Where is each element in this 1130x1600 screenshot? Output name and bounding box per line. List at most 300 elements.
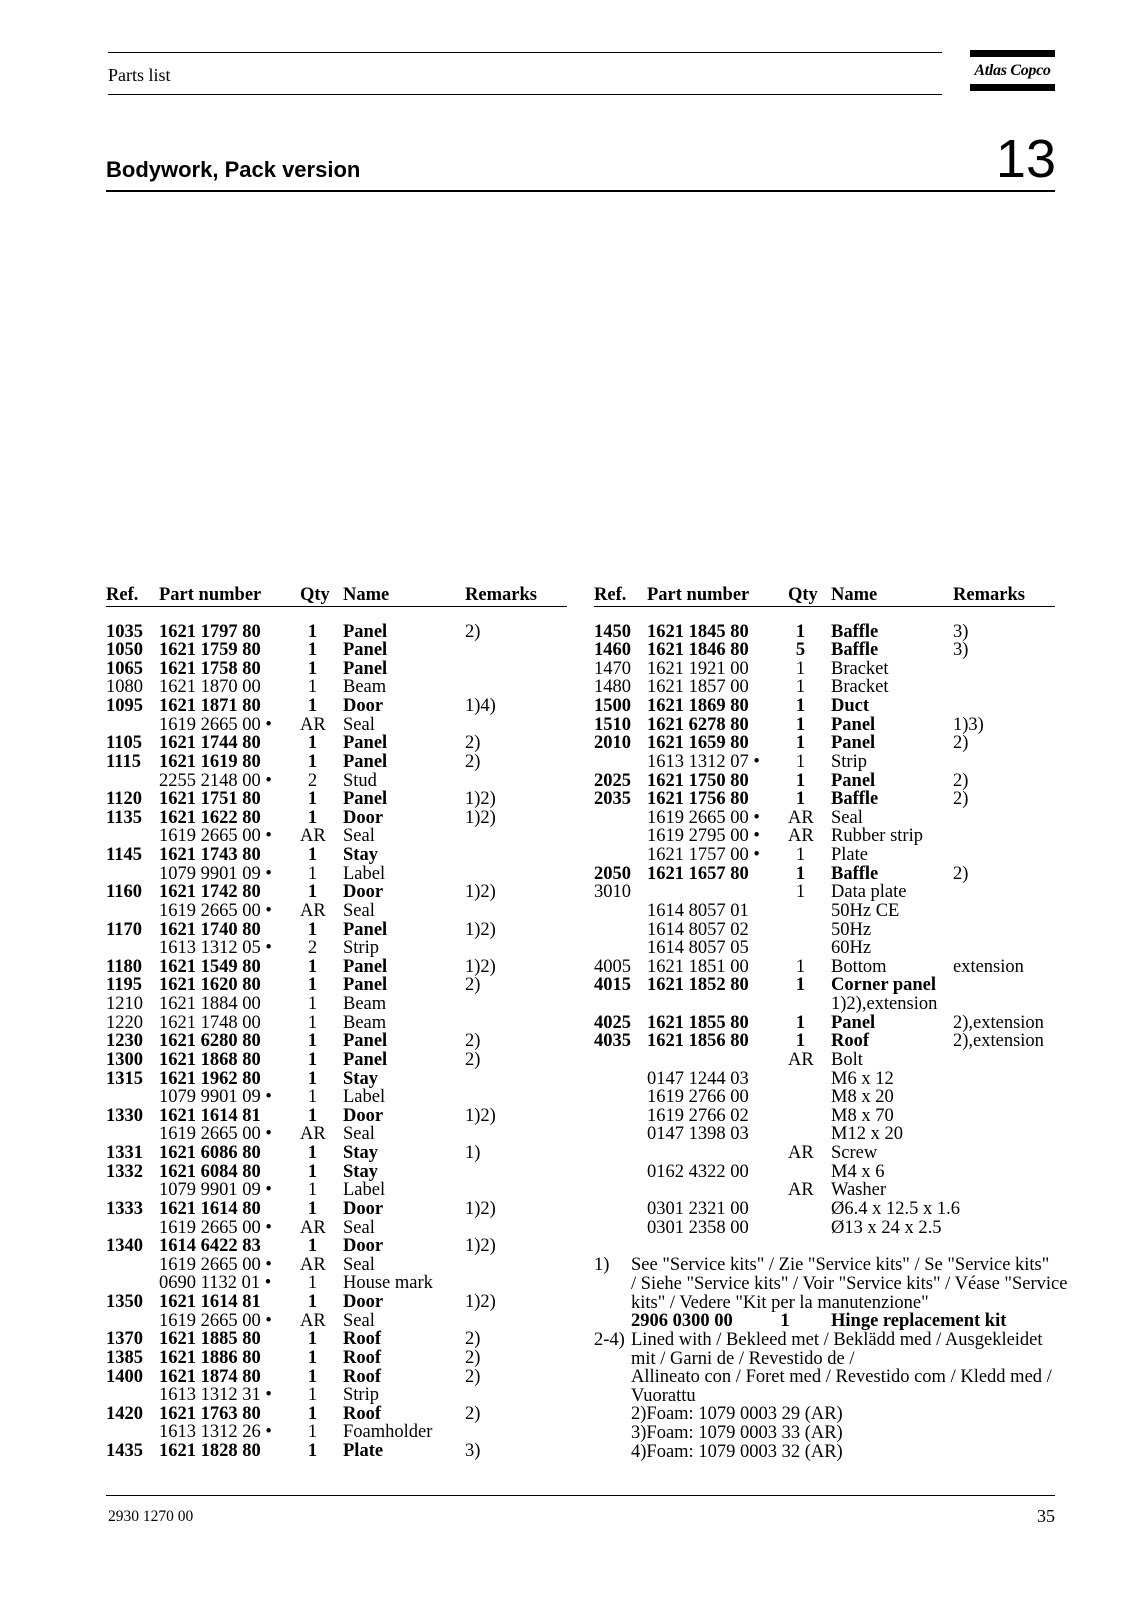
part-number-cell: 1621 1856 80: [647, 1031, 749, 1052]
remarks-cell: 2): [465, 1329, 481, 1350]
remarks-cell: 2): [465, 975, 481, 996]
qty-cell: 1: [307, 1180, 318, 1201]
table-row: [594, 1070, 1055, 1089]
remarks-cell: 1)2): [465, 1198, 496, 1219]
part-number-cell: 1621 1756 80: [647, 789, 749, 810]
table-row: [594, 623, 1055, 642]
header-part-number: Part number: [159, 584, 262, 605]
part-number-cell: 1619 2665 00 •: [159, 900, 272, 921]
name-cell: Baffle: [831, 640, 879, 661]
part-number-cell: 1621 1763 80: [159, 1403, 261, 1424]
qty-cell: 1: [307, 1198, 318, 1219]
name-cell: Panel: [343, 1049, 388, 1070]
ref-cell: 1115: [106, 751, 141, 772]
part-number-cell: 2255 2148 00 •: [159, 770, 272, 791]
part-number-cell: 1621 1748 00: [159, 1012, 261, 1033]
table-row: [594, 958, 1055, 977]
name-cell: Label: [343, 1180, 386, 1201]
table-body: [594, 623, 1055, 1238]
ref-cell: 1510: [594, 714, 631, 735]
name-cell: Panel: [343, 640, 388, 661]
footnote-line: [594, 1274, 1068, 1295]
name-cell: M8 x 20: [831, 1087, 894, 1108]
name-cell: Plate: [831, 845, 868, 866]
table-row: [106, 790, 567, 809]
qty-cell: 1: [307, 677, 318, 698]
footnote-line: [594, 1350, 1064, 1369]
footnote-text: Allineato con / Foret med / Revestido com / Kledd med /: [631, 1367, 1052, 1388]
name-cell: Screw: [831, 1143, 878, 1164]
qty-cell: AR: [300, 826, 326, 847]
remarks-cell: 2),extension: [953, 1012, 1044, 1033]
part-number-cell: 1621 1845 80: [647, 621, 749, 642]
qty-cell: 1: [795, 882, 806, 903]
table-row: [106, 995, 567, 1014]
ref-cell: 2010: [594, 733, 631, 754]
table-row: [106, 1125, 567, 1144]
part-number-cell: 1079 9901 09 •: [159, 863, 272, 884]
name-cell: Door: [343, 1105, 384, 1126]
part-number-cell: 1621 6086 80: [159, 1143, 261, 1164]
qty-cell: 1: [307, 1422, 318, 1443]
name-cell: House mark: [343, 1273, 433, 1294]
part-number-cell: 1621 1619 80: [159, 751, 261, 772]
ref-cell: 1470: [594, 658, 631, 679]
part-number-cell: 1614 8057 05: [647, 938, 749, 959]
foam-text: 3)Foam: 1079 0003 33 (AR): [631, 1423, 843, 1444]
table-row: [594, 902, 1055, 921]
name-cell: Door: [343, 1236, 384, 1257]
qty-cell: 1: [795, 751, 806, 772]
ref-cell: 1230: [106, 1031, 143, 1052]
part-number-cell: 1619 2795 00 •: [647, 826, 760, 847]
table-row: [106, 1312, 567, 1331]
part-number-cell: 1613 1312 07 •: [647, 751, 760, 772]
table-row: [106, 1219, 567, 1238]
table-row: [594, 809, 1055, 828]
part-number-cell: 1619 2766 00: [647, 1087, 749, 1108]
table-row: [594, 921, 1055, 940]
table-row: [594, 697, 1055, 716]
name-cell: Seal: [343, 900, 375, 921]
name-cell: Seal: [343, 1310, 375, 1331]
part-number-cell: 1621 1743 80: [159, 845, 261, 866]
table-row: [594, 1200, 1055, 1219]
qty-cell: 1: [795, 696, 806, 717]
name-cell: Seal: [343, 714, 375, 735]
atlas-copco-logo: [970, 50, 1055, 92]
qty-cell: AR: [788, 807, 814, 828]
name-cell: Stay: [343, 1068, 378, 1089]
page-title: Bodywork, Pack version: [106, 157, 361, 182]
part-number-cell: 1619 2766 02: [647, 1105, 749, 1126]
table-row: [594, 716, 1055, 735]
table-row: [106, 1237, 567, 1256]
name-cell: Washer: [831, 1180, 887, 1201]
table-row: [594, 641, 1055, 660]
part-number-cell: 1621 1921 00: [647, 658, 749, 679]
table-row: [106, 1107, 567, 1126]
ref-cell: 1420: [106, 1403, 143, 1424]
qty-cell: 1: [307, 1347, 318, 1368]
title-rule: [106, 190, 1055, 192]
remarks-cell: 2): [465, 1049, 481, 1070]
footnote-line: [594, 1368, 1064, 1387]
name-cell: Strip: [343, 938, 379, 959]
part-number-cell: 1621 1740 80: [159, 919, 261, 940]
qty-cell: 1: [307, 696, 318, 717]
name-cell: Seal: [343, 1254, 375, 1275]
table-row: [594, 995, 1055, 1014]
table-row: [594, 660, 1055, 679]
header-rule-top: [108, 52, 942, 53]
name-cell: Label: [343, 863, 386, 884]
table-row: [106, 1051, 567, 1070]
ref-cell: 1050: [106, 640, 143, 661]
part-number-cell: 1621 1758 80: [159, 658, 261, 679]
section-label: Parts list: [108, 65, 171, 85]
table-row: [106, 1256, 567, 1275]
foam-text: 4)Foam: 1079 0003 32 (AR): [631, 1441, 843, 1462]
part-number-cell: 1621 1759 80: [159, 640, 261, 661]
remarks-cell: 1): [465, 1143, 481, 1164]
part-number-cell: 1619 2665 00 •: [159, 714, 272, 735]
table-row: [106, 1181, 567, 1200]
part-number-cell: 0301 2358 00: [647, 1217, 749, 1238]
table-row: [106, 976, 567, 995]
part-number-cell: 1621 1871 80: [159, 696, 261, 717]
name-cell: Plate: [343, 1441, 384, 1462]
part-number-cell: 1619 2665 00 •: [159, 1310, 272, 1331]
ref-cell: 1080: [106, 677, 143, 698]
qty-cell: AR: [788, 1180, 814, 1201]
qty-cell: 1: [307, 1012, 318, 1033]
name-cell: Strip: [831, 751, 867, 772]
ref-cell: 1385: [106, 1347, 143, 1368]
part-number-cell: 1621 1750 80: [647, 770, 749, 791]
part-number-cell: 1621 1870 00: [159, 677, 261, 698]
part-number-cell: 0147 1398 03: [647, 1124, 749, 1145]
name-cell: Panel: [831, 733, 876, 754]
table-body: [106, 623, 567, 1461]
table-row: [106, 1070, 567, 1089]
qty-cell: 1: [307, 1385, 318, 1406]
ref-cell: 4015: [594, 975, 631, 996]
table-row: [106, 1014, 567, 1033]
qty-cell: 5: [795, 640, 806, 661]
ref-cell: 1195: [106, 975, 142, 996]
remarks-cell: 3): [953, 621, 969, 642]
ref-cell: 1105: [106, 733, 142, 754]
remarks-cell: 2): [465, 1347, 481, 1368]
ref-cell: 1220: [106, 1012, 143, 1033]
part-number-cell: 1621 1868 80: [159, 1049, 261, 1070]
name-cell: M12 x 20: [831, 1124, 903, 1145]
qty-cell: 1: [307, 1366, 318, 1387]
table-row: [594, 1032, 1055, 1051]
part-number-cell: 1621 1757 00 •: [647, 845, 760, 866]
ref-cell: 1180: [106, 956, 142, 977]
table-row: [106, 865, 567, 884]
table-row: [594, 1144, 1055, 1163]
qty-cell: 1: [795, 845, 806, 866]
ref-cell: 4035: [594, 1031, 631, 1052]
table-row: [106, 772, 567, 791]
table-row: [106, 846, 567, 865]
ref-cell: 1480: [594, 677, 631, 698]
name-cell: Panel: [343, 751, 388, 772]
table-row: [594, 827, 1055, 846]
logo-bar-top: [970, 50, 1055, 57]
name-cell: Foamholder: [343, 1422, 433, 1443]
header-ref: Ref.: [106, 584, 139, 605]
document-number: 2930 1270 00: [108, 1508, 194, 1525]
part-number-cell: 1621 1869 80: [647, 696, 749, 717]
name-cell: Beam: [343, 994, 387, 1015]
qty-cell: 1: [307, 919, 318, 940]
qty-cell: 1: [307, 733, 318, 754]
qty-cell: 1: [795, 658, 806, 679]
ref-cell: 1500: [594, 696, 631, 717]
table-row: [106, 1423, 567, 1442]
name-cell: Ø13 x 24 x 2.5: [831, 1217, 942, 1238]
part-number-cell: 1621 1857 00: [647, 677, 749, 698]
footnote-text: Vuorattu: [631, 1385, 696, 1406]
part-number-cell: 1621 6084 80: [159, 1161, 261, 1182]
name-cell: Beam: [343, 1012, 387, 1033]
name-cell: Duct: [831, 696, 870, 717]
ref-cell: 1340: [106, 1236, 143, 1257]
table-header: [106, 586, 567, 605]
remarks-cell: 3): [465, 1441, 481, 1462]
part-number-cell: 1621 1886 80: [159, 1347, 261, 1368]
ref-cell: 1332: [106, 1161, 143, 1182]
footnote-line: [594, 1387, 1064, 1406]
part-number-cell: 1621 1797 80: [159, 621, 261, 642]
table-row: [106, 1163, 567, 1182]
part-number-cell: 1079 9901 09 •: [159, 1180, 272, 1201]
part-number-cell: 1614 6422 83: [159, 1236, 261, 1257]
name-cell: Stay: [343, 845, 378, 866]
part-number-cell: 1621 1828 80: [159, 1441, 261, 1462]
kit-qty: 1: [780, 1311, 790, 1332]
qty-cell: 1: [307, 751, 318, 772]
qty-cell: 1: [307, 882, 318, 903]
ref-cell: 1035: [106, 621, 143, 642]
qty-cell: 1: [307, 1161, 318, 1182]
part-number-cell: 1621 1846 80: [647, 640, 749, 661]
footnote-text: kits" / Vedere "Kit per la manutenzione": [631, 1292, 929, 1313]
table-row: [106, 1200, 567, 1219]
name-cell: Baffle: [831, 863, 879, 884]
qty-cell: AR: [300, 1254, 326, 1275]
name-cell: 50Hz CE: [831, 900, 900, 921]
name-cell: Strip: [343, 1385, 379, 1406]
name-cell: Seal: [343, 1124, 375, 1145]
ref-cell: 1333: [106, 1198, 143, 1219]
name-cell: Stay: [343, 1161, 378, 1182]
name-cell: Bracket: [831, 658, 889, 679]
qty-cell: AR: [300, 1217, 326, 1238]
qty-cell: 1: [307, 1143, 318, 1164]
ref-cell: 1065: [106, 658, 143, 679]
table-row: [594, 939, 1055, 958]
part-number-cell: 1614 8057 02: [647, 919, 749, 940]
ref-cell: 1330: [106, 1105, 143, 1126]
table-row: [106, 1330, 567, 1349]
name-cell: Door: [343, 1292, 384, 1313]
name-cell: Rubber strip: [831, 826, 923, 847]
ref-cell: 1400: [106, 1366, 143, 1387]
remarks-cell: 1)2): [465, 882, 496, 903]
name-cell: Label: [343, 1087, 386, 1108]
remarks-cell: 1)2): [465, 789, 496, 810]
header-qty: Qty: [788, 584, 818, 605]
remarks-cell: 2): [953, 733, 969, 754]
table-row: [594, 1014, 1055, 1033]
table-row: [106, 1274, 567, 1293]
kit-line: [594, 1312, 1064, 1331]
part-number-cell: 1621 1851 00: [647, 956, 749, 977]
foam-line: [594, 1405, 1064, 1424]
name-cell: Beam: [343, 677, 387, 698]
remarks-cell: 2): [465, 621, 481, 642]
foam-line: [594, 1424, 1064, 1443]
name-cell: Stay: [343, 1143, 378, 1164]
table-row: [594, 734, 1055, 753]
name-cell: Bracket: [831, 677, 889, 698]
part-number-cell: 0690 1132 01 •: [159, 1273, 272, 1294]
header-remarks: Remarks: [465, 584, 537, 605]
table-row: [106, 958, 567, 977]
ref-cell: 1350: [106, 1292, 143, 1313]
table-row: [106, 883, 567, 902]
qty-cell: AR: [788, 826, 814, 847]
table-row: [594, 1181, 1055, 1200]
table-row: [106, 1386, 567, 1405]
ref-cell: 1135: [106, 807, 142, 828]
name-cell: Baffle: [831, 789, 879, 810]
part-number-cell: 1621 1884 00: [159, 994, 261, 1015]
part-number-cell: 1621 1742 80: [159, 882, 261, 903]
qty-cell: 1: [307, 1273, 318, 1294]
page-number: 35: [1037, 1506, 1055, 1526]
name-cell: Panel: [343, 789, 388, 810]
part-number-cell: 1621 1622 80: [159, 807, 261, 828]
qty-cell: 1: [307, 975, 318, 996]
part-number-cell: 1621 1620 80: [159, 975, 261, 996]
qty-cell: 1: [307, 1292, 318, 1313]
qty-cell: 1: [307, 994, 318, 1015]
name-cell: Panel: [343, 621, 388, 642]
remarks-cell: 2): [953, 770, 969, 791]
table-row: [106, 1293, 567, 1312]
footnote-text: See "Service kits" / Zie "Service kits" / Se "Service kits": [631, 1255, 1050, 1276]
qty-cell: 1: [307, 1087, 318, 1108]
name-cell: Data plate: [831, 882, 907, 903]
table-row: [106, 623, 567, 642]
footnote-line: [594, 1331, 1064, 1350]
table-row: [106, 939, 567, 958]
ref-cell: 2025: [594, 770, 631, 791]
footnote-marker: 1): [594, 1255, 610, 1276]
remarks-cell: 1)4): [465, 696, 496, 717]
name-cell: Roof: [343, 1347, 382, 1368]
part-number-cell: 1621 1657 80: [647, 863, 749, 884]
header-underline: [594, 606, 1055, 608]
name-cell: Seal: [343, 826, 375, 847]
remarks-cell: 1)2): [465, 1236, 496, 1257]
table-row: [106, 716, 567, 735]
table-row: [106, 809, 567, 828]
ref-cell: 1095: [106, 696, 143, 717]
name-cell: Panel: [343, 956, 388, 977]
remarks-cell: 2): [465, 1403, 481, 1424]
table-row: [594, 865, 1055, 884]
qty-cell: 1: [795, 863, 806, 884]
part-number-cell: 1621 1614 81: [159, 1105, 261, 1126]
remarks-cell: 2): [953, 863, 969, 884]
header-remarks: Remarks: [953, 584, 1025, 605]
name-cell: M8 x 70: [831, 1105, 894, 1126]
name-cell: Roof: [343, 1403, 382, 1424]
part-number-cell: 1621 1852 80: [647, 975, 749, 996]
remarks-cell: 1)2): [465, 807, 496, 828]
table-row: [106, 697, 567, 716]
table-row: [594, 790, 1055, 809]
ref-cell: 1370: [106, 1329, 143, 1350]
header-name: Name: [831, 584, 878, 605]
table-row: [594, 1125, 1055, 1144]
footnote-line: [594, 1256, 1064, 1275]
remarks-cell: extension: [953, 956, 1024, 977]
table-row: [594, 678, 1055, 697]
table-row: [106, 1144, 567, 1163]
part-number-cell: 1619 2665 00 •: [159, 1254, 272, 1275]
qty-cell: 1: [307, 1236, 318, 1257]
qty-cell: 1: [795, 677, 806, 698]
name-cell: Roof: [343, 1329, 382, 1350]
qty-cell: AR: [300, 714, 326, 735]
qty-cell: 1: [307, 658, 318, 679]
part-number-cell: 1613 1312 31 •: [159, 1385, 272, 1406]
table-row: [594, 772, 1055, 791]
remarks-cell: 1)2): [465, 956, 496, 977]
part-number-cell: 1614 8057 01: [647, 900, 749, 921]
qty-cell: 1: [795, 1031, 806, 1052]
remarks-cell: 1)2): [465, 919, 496, 940]
ref-cell: 1210: [106, 994, 143, 1015]
table-row: [594, 883, 1055, 902]
qty-cell: 1: [307, 789, 318, 810]
name-cell: Panel: [343, 733, 388, 754]
parts-table-left: [106, 586, 567, 1466]
ref-cell: 1160: [106, 882, 142, 903]
ref-cell: 2035: [594, 789, 631, 810]
ref-cell: 4005: [594, 956, 631, 977]
remarks-cell: 1)2): [465, 1292, 496, 1313]
qty-cell: 1: [307, 640, 318, 661]
table-row: [594, 1088, 1055, 1107]
qty-cell: 1: [795, 1012, 806, 1033]
ref-cell: 3010: [594, 882, 631, 903]
name-cell: 1)2),extension: [831, 994, 938, 1015]
name-cell: 60Hz: [831, 938, 872, 959]
part-number-cell: 1613 1312 26 •: [159, 1422, 272, 1443]
qty-cell: 1: [307, 956, 318, 977]
ref-cell: 1450: [594, 621, 631, 642]
name-cell: Panel: [831, 714, 876, 735]
